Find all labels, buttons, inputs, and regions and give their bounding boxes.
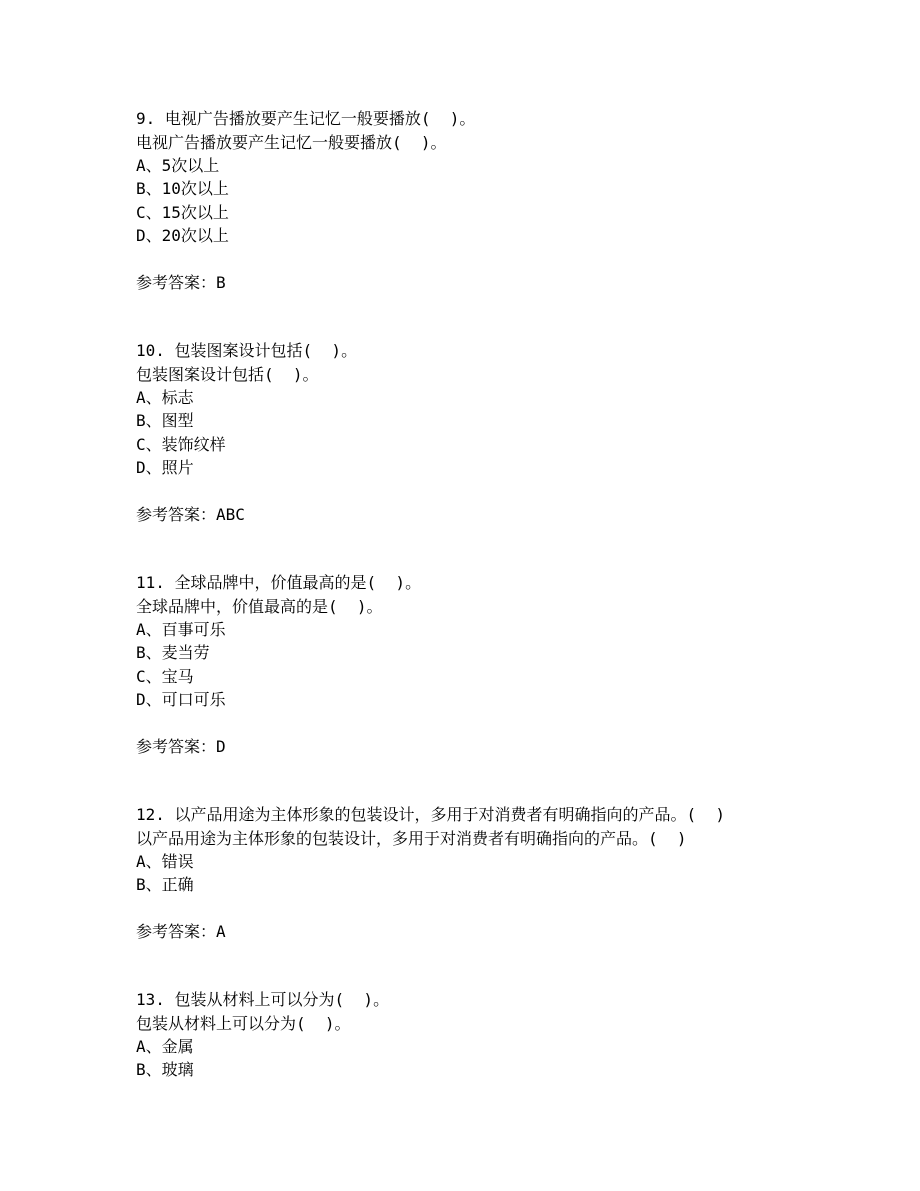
question-12-heading: 12. 以产品用途为主体形象的包装设计，多用于对消费者有明确指向的产品。( )	[136, 805, 726, 824]
question-11-option-c: C、宝马	[136, 667, 194, 686]
question-13-option-a: A、金属	[136, 1037, 194, 1056]
question-10-answer: 参考答案：ABC	[136, 505, 245, 524]
question-11-option-d: D、可口可乐	[136, 690, 226, 709]
question-10-stem: 包装图案设计包括( )。	[136, 365, 319, 384]
question-9-option-d: D、20次以上	[136, 226, 229, 245]
question-9-answer: 参考答案：B	[136, 273, 226, 292]
question-10-heading: 10. 包装图案设计包括( )。	[136, 341, 358, 360]
question-10-option-c: C、装饰纹样	[136, 435, 226, 454]
question-9-option-c: C、15次以上	[136, 203, 229, 222]
question-11-option-b: B、麦当劳	[136, 643, 210, 662]
question-12-stem: 以产品用途为主体形象的包装设计，多用于对消费者有明确指向的产品。( )	[136, 829, 687, 848]
question-10-option-a: A、标志	[136, 388, 194, 407]
question-9-option-b: B、10次以上	[136, 179, 229, 198]
question-9-option-a: A、5次以上	[136, 156, 220, 175]
question-12-answer: 参考答案：A	[136, 922, 226, 941]
question-12-option-a: A、错误	[136, 852, 194, 871]
question-11-option-a: A、百事可乐	[136, 620, 226, 639]
question-13-stem: 包装从材料上可以分为( )。	[136, 1014, 351, 1033]
question-13-option-b: B、玻璃	[136, 1060, 194, 1079]
question-11-stem: 全球品牌中，价值最高的是( )。	[136, 597, 383, 616]
question-12-option-b: B、正确	[136, 875, 194, 894]
question-13-heading: 13. 包装从材料上可以分为( )。	[136, 990, 390, 1009]
question-11-heading: 11. 全球品牌中，价值最高的是( )。	[136, 573, 422, 592]
question-10-option-d: D、照片	[136, 458, 194, 477]
question-11-answer: 参考答案：D	[136, 737, 226, 756]
question-9-stem: 电视广告播放要产生记忆一般要播放( )。	[136, 133, 447, 152]
question-9-heading: 9. 电视广告播放要产生记忆一般要播放( )。	[136, 109, 476, 128]
question-10-option-b: B、图型	[136, 411, 194, 430]
